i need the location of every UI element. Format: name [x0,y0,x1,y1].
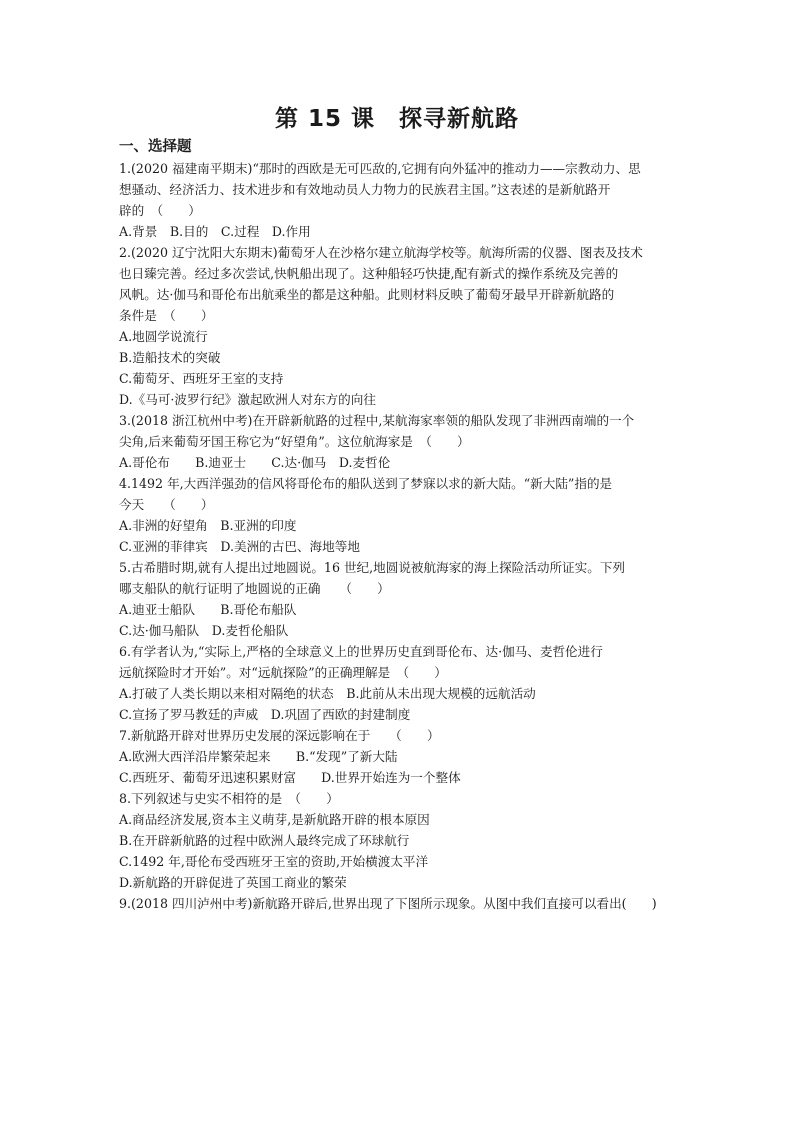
text-line: 7.新航路开辟对世界历史发展的深远影响在于 （ ） [119,728,440,743]
section-heading: 一、选择题 [119,139,192,155]
text-line: A.欧洲大西洋沿岸繁荣起来 B.“发现”了新大陆 [119,749,398,764]
text-line: 3.(2018 浙江杭州中考)在开辟新航路的过程中,某航海家率领的船队发现了非洲西南端的一个 [119,413,635,428]
text-line: D.新航路的开辟促进了英国工商业的繁荣 [119,875,347,890]
text-line: 想骚动、经济活力、技术进步和有效地动员人力物力的民族君主国。”这表述的是新航路开 [119,182,611,197]
text-line: 6.有学者认为,“实际上,严格的全球意义上的世界历史直到哥伦布、达·伽马、麦哲伦进行 [119,644,603,659]
text-line: 远航探险时才开始”。对“远航探险”的正确理解是 （ ） [119,665,447,680]
text-line: 2.(2020 辽宁沈阳大东期末)葡萄牙人在沙格尔建立航海学校等。航海所需的仪器、图表及技术 [119,245,643,260]
text-line: 1.(2020 福建南平期末)“那时的西欧是无可匹敌的,它拥有向外猛冲的推动力——宗教动力、思 [119,161,641,176]
text-line: 9.(2018 四川泸州中考)新航路开辟后,世界出现了下图所示现象。从图中我们直接可以看出( ) [119,896,657,911]
text-line: A.商品经济发展,资本主义萌芽,是新航路开辟的根本原因 [119,812,430,827]
text-line: C.亚洲的菲律宾 D.美洲的古巴、海地等地 [119,539,360,554]
text-line: A.背景 B.目的 C.过程 D.作用 [119,224,311,239]
text-line: 辟的 （ ） [119,203,201,218]
text-line: 哪支船队的航行证明了地圆说的正确 （ ） [119,581,390,596]
text-line: 4.1492 年,大西洋强劲的信风将哥伦布的船队送到了梦寐以求的新大陆。“新大陆”指的是 [119,476,613,491]
text-line: 也日臻完善。经过多次尝试,快帆船出现了。这种船轻巧快捷,配有新式的操作系统及完善的 [119,266,619,281]
text-line: 8.下列叙述与史实不相符的是 （ ） [119,791,339,806]
text-line: 条件是 （ ） [119,308,214,323]
text-line: B.在开辟新航路的过程中欧洲人最终完成了环球航行 [119,833,410,848]
text-line: 5.古希腊时期,就有人提出过地圆说。16 世纪,地圆说被航海家的海上探险活动所证实。下列 [119,560,626,575]
text-line: 风帆。达·伽马和哥伦布出航乘坐的都是这种船。此则材料反映了葡萄牙最早开辟新航路的 [119,287,615,302]
text-line: C.达·伽马船队 D.麦哲伦船队 [119,623,289,638]
text-line: C.西班牙、葡萄牙迅速积累财富 D.世界开始连为一个整体 [119,770,461,785]
question-body [119,158,685,914]
text-line: D.《马可·波罗行纪》激起欧洲人对东方的向往 [119,392,376,407]
text-line: A.哥伦布 B.迪亚士 C.达·伽马 D.麦哲伦 [119,455,391,470]
text-line: C.宣扬了罗马教廷的声威 D.巩固了西欧的封建制度 [119,707,411,722]
text-line: 尖角,后来葡萄牙国王称它为“好望角”。这位航海家是 （ ） [119,434,470,449]
text-line: C.1492 年,哥伦布受西班牙王室的资助,开始横渡太平洋 [119,854,429,869]
text-line: A.地圆学说流行 [119,329,208,344]
text-line: A.迪亚士船队 B.哥伦布船队 [119,602,297,617]
page-title: 第 15 课 探寻新航路 [274,106,520,132]
text-line: C.葡萄牙、西班牙王室的支持 [119,371,284,386]
text-line: 今天 （ ） [119,497,214,512]
text-line: A.非洲的好望角 B.亚洲的印度 [119,518,297,533]
text-line: B.造船技术的突破 [119,350,221,365]
text-line: A.打破了人类长期以来相对隔绝的状态 B.此前从未出现大规模的远航活动 [119,686,536,701]
